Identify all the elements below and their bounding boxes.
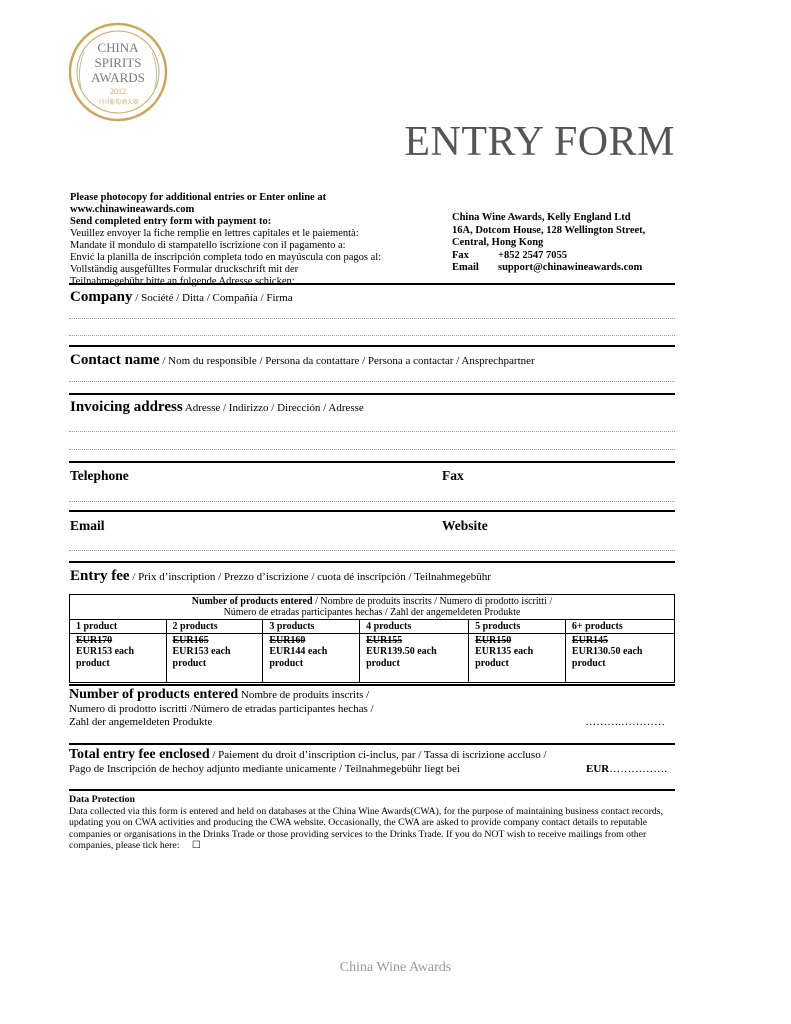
- section-rule: [69, 461, 675, 463]
- product-count-cell: 4 products: [360, 620, 469, 634]
- mailing-address: [452, 212, 712, 275]
- section-rule: [69, 743, 675, 745]
- price-cell: EUR170 EUR153 each product: [70, 634, 167, 683]
- logo-line1: CHINA: [97, 40, 139, 55]
- invoicing-address-label: Invoicing address Adresse / Indirizzo / Dirección / Adresse: [70, 399, 364, 415]
- address-line3: Central, Hong Kong: [452, 237, 544, 248]
- contact-name-input-line[interactable]: [69, 381, 675, 382]
- data-protection-heading: Data Protection: [69, 794, 135, 805]
- china-spirits-awards-logo: [68, 22, 168, 122]
- section-rule: [69, 510, 675, 512]
- fee-table-header: Number of products entered / Nombre de produits inscrits / Numero di prodotto iscritti / Número de etradas participantes hechas / Zahl der angemeldeten Produkte: [70, 595, 675, 620]
- entry-fee-table: [69, 594, 675, 683]
- fax-label: Fax: [452, 249, 469, 261]
- email-label: Email: [452, 262, 479, 273]
- telephone-label: Telephone: [70, 468, 129, 483]
- section-rule: [69, 684, 675, 686]
- products-entered-input[interactable]: ……….…………: [585, 716, 665, 728]
- intro-line6: Vollständig ausgefülltes Formular druckschrift mit der: [70, 264, 299, 275]
- intro-line4: Mandate il mondulo di stampatello iscrizione con il pagamento a:: [70, 240, 346, 251]
- company-input-line[interactable]: [69, 318, 675, 319]
- company-input-line[interactable]: [69, 335, 675, 336]
- address-line2: 16A, Dotcom House, 128 Wellington Street,: [452, 224, 646, 236]
- data-protection-body: Data collected via this form is entered and held on databases at the China Wine Awards(CWA), for the purpose of maintaining business contact records, updating you on CWA activities and producing the CWA website. Occasionally, the CWA are asked to provide company contact details to reputable companies or organisations in the Drinks Trade or those providing services to the Drinks Trade. If you do NOT wish to receive mailings from other companies, please tick here:: [69, 805, 664, 852]
- product-count-cell: 5 products: [469, 620, 566, 634]
- intro-instructions: [70, 192, 450, 288]
- invoicing-input-line[interactable]: [69, 431, 675, 432]
- data-protection-notice: [69, 794, 679, 852]
- fax-field-label: Fax: [442, 468, 464, 483]
- address-line1: China Wine Awards, Kelly England Ltd: [452, 212, 631, 223]
- fee-table-count-row: [70, 620, 675, 634]
- total-fee-section: Total entry fee enclosed / Paiement du droit d’inscription ci-inclus, par / Tassa di iscrizione accluso / Pago de Inscripción de hechoy adjunto mediante unicamente / Teilnahmegebühr liegt bei EUR…………….: [69, 747, 667, 775]
- logo-year: 2012: [110, 87, 126, 96]
- price-cell: EUR165 EUR153 each product: [166, 634, 263, 683]
- intro-line1: Please photocopy for additional entries or Enter online at www.chinawineawards.com: [70, 192, 327, 215]
- company-label: Company / Société / Ditta / Compañía / Firma: [70, 289, 293, 305]
- intro-line2: Send completed entry form with payment to:: [70, 216, 272, 227]
- intro-line7: Teilnahmegebühr bitte an folgende Adresse schicken:: [70, 276, 295, 287]
- price-cell: EUR150 EUR135 each product: [469, 634, 566, 683]
- email-field-label: Email: [70, 518, 105, 533]
- contact-name-label: Contact name / Nom du responsible / Persona da contattare / Persona a contactar / Ansprechpartner: [70, 352, 535, 368]
- product-count-cell: 3 products: [263, 620, 360, 634]
- invoicing-input-line[interactable]: [69, 449, 675, 450]
- section-rule: [69, 345, 675, 347]
- section-rule: [69, 561, 675, 563]
- fax-number: +852 2547 7055: [498, 249, 567, 261]
- product-count-cell: 6+ products: [565, 620, 674, 634]
- section-rule: [69, 393, 675, 395]
- section-rule: [69, 283, 675, 285]
- price-cell: EUR155 EUR139.50 each product: [360, 634, 469, 683]
- price-cell: EUR145 EUR130.50 each product: [565, 634, 674, 683]
- page-title: ENTRY FORM: [404, 119, 675, 165]
- footer-text: China Wine Awards: [339, 960, 452, 975]
- intro-line5: Envić la planilla de inscripción completa todo en mayúscula con pagos al:: [70, 252, 382, 263]
- email-website-input-line[interactable]: [69, 550, 675, 551]
- website-field-label: Website: [442, 518, 488, 533]
- telephone-fax-input-line[interactable]: [69, 501, 675, 502]
- total-fee-heading: Total entry fee enclosed: [69, 747, 210, 762]
- price-cell: EUR160 EUR144 each product: [263, 634, 360, 683]
- section-rule: [69, 789, 675, 791]
- entry-fee-label: Entry fee / Prix d’inscription / Prezzo d’iscrizione / cuota dé inscripción / Teilnahmegebühr: [70, 568, 491, 584]
- product-count-cell: 2 products: [166, 620, 263, 634]
- total-fee-input[interactable]: …………….: [609, 763, 667, 775]
- products-entered-heading: Number of products entered: [69, 687, 239, 702]
- intro-line3: Veuillez envoyer la fiche remplie en lettres capitales et le paiementà:: [70, 228, 359, 239]
- logo-line3: AWARDS: [91, 70, 145, 85]
- products-entered-section: Number of products entered Nombre de produits inscrits / Numero di prodotto iscritti /Número de etradas participantes hechas / Zahl der angemeldeten Produkte ……….…………: [69, 687, 665, 728]
- logo-line2: SPIRITS: [94, 55, 142, 70]
- fee-table-price-row: [70, 634, 675, 683]
- email-address[interactable]: support@chinawineawards.com: [498, 262, 643, 273]
- logo-chinese: 中国葡萄酒大赛: [96, 99, 140, 106]
- opt-out-checkbox[interactable]: ☐: [191, 840, 201, 852]
- product-count-cell: 1 product: [70, 620, 167, 634]
